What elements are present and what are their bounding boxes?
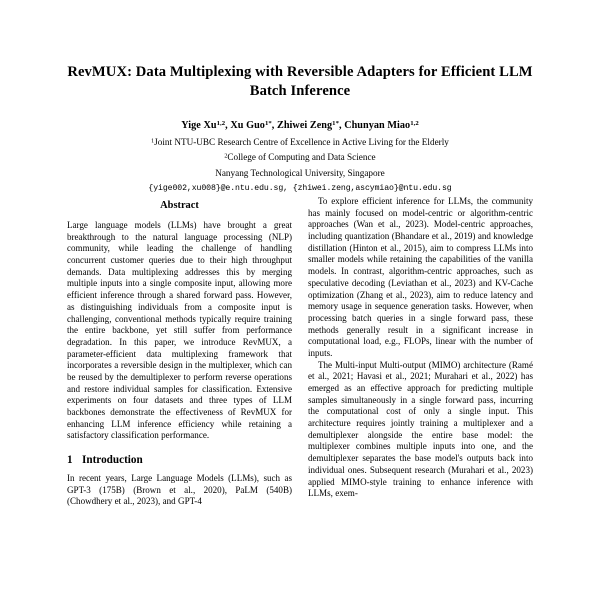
author-name: Zhiwei Zeng <box>276 119 333 131</box>
author-name: Yige Xu <box>181 119 217 131</box>
author-separator: , <box>338 119 345 131</box>
affiliation-text: College of Computing and Data Science <box>227 152 376 163</box>
author-emails: {yige002,xu008}@e.ntu.edu.sg, {zhiwei.zeng,ascymiao}@ntu.edu.sg <box>148 183 452 193</box>
author-entry <box>277 120 339 131</box>
author-affiliation-marker: 1* <box>264 120 272 128</box>
affiliation-text: Nanyang Technological University, Singapore <box>215 167 385 178</box>
author-affiliation-marker: 1,2 <box>410 120 419 128</box>
page-title: RevMUX: Data Multiplexing with Reversible Adapters for Efficient LLM Batch Inference <box>67 64 533 99</box>
affiliation-marker: 2 <box>224 153 228 160</box>
section-number: 1 <box>67 454 73 467</box>
affiliation-line <box>67 132 533 148</box>
author-affiliation-marker: 1* <box>332 120 339 128</box>
left-column <box>67 196 292 508</box>
author-affiliation-marker: 1,2 <box>216 120 226 128</box>
author-list <box>67 101 533 132</box>
author-entry <box>181 120 225 131</box>
two-column-body <box>0 196 600 508</box>
author-entry <box>230 120 271 131</box>
section-title: Introduction <box>82 454 143 467</box>
abstract-text: Large language models (LLMs) have brought a great breakthrough to the natural language processing (NLP) community, while leading the challenge of handling concurrent customer queries due to their high throughput demands. Data multiplexing addresses this by merging multiple inputs into a single composite input, allowing more efficient inference through a shared forward pass. However, as distinguishing individuals from a composite input is challenging, conventional methods typically require training the entire backbone, yet still suffer from performance degradation. In this paper, we introduce RevMUX, a parameter-efficient data multiplexing framework that incorporates a reversible design in the multiplexer, which can be reused by the demultiplexer to perform reverse operations and restore individual samples for classification. Extensive experiments on four datasets and three types of LLM backbones demonstrate the effectiveness of RevMUX for enhancing LLM inference efficiency while retaining a satisfactory classification performance. <box>67 220 292 441</box>
author-name: Chunyan Miao <box>344 119 411 131</box>
author-name: Xu Guo <box>230 119 265 131</box>
affiliation-marker: 1 <box>151 138 155 145</box>
author-separator: , <box>271 119 277 131</box>
introduction-paragraph: In recent years, Large Language Models (LLMs), such as GPT-3 (175B) (Brown et al., 2020), PaLM (540B) (Chowdhery et al., 2023), and GPT-4 <box>67 473 292 507</box>
abstract-heading: Abstract <box>160 200 199 211</box>
body-paragraph: The Multi-input Multi-output (MIMO) architecture (Ramé et al., 2021; Havasi et al., 2021; Murahari et al., 2022) has emerged as an effective approach for predicting multiple samples simultaneously in a single forward pass, incurring the computational cost of only a single input. This architecture requires jointly training a multiplexer and a demultiplexer alongside the entire base model: the multiplexer combines multiple inputs into one, and the demultiplexer separates the base model's outputs back into individual ones. Subsequent research (Murahari et al., 2023) applied MIMO-style training to enhance inference with LLMs, exem- <box>308 359 533 499</box>
right-column <box>308 196 533 508</box>
title-block <box>0 0 600 195</box>
body-paragraph: To explore efficient inference for LLMs, the community has mainly focused on model-centric or algorithm-centric approaches (Wan et al., 2023). Model-centric approaches, including quantization (Bhandare et al., 2019) and knowledge distillation (Hinton et al., 2015), aim to compress LLMs into smaller models while retaining the capabilities of the vanilla models. In contrast, algorithm-centric approaches, such as speculative decoding (Leviathan et al., 2023) and KV-Cache optimization (Zhang et al., 2023), aim to reduce latency and memory usage in sequence generation tasks. However, when processing batch queries in a single forward pass, these methods generally result in a significant increase in computational load, e.g., FLOPs, linear with the number of inputs. <box>308 196 533 358</box>
affiliation-text: Joint NTU-UBC Research Centre of Excellence in Active Living for the Elderly <box>154 137 449 148</box>
affiliation-line <box>67 148 533 163</box>
author-entry <box>344 120 419 131</box>
author-separator: , <box>225 119 231 131</box>
affiliation-line <box>67 164 533 179</box>
section-heading-introduction <box>67 442 292 473</box>
